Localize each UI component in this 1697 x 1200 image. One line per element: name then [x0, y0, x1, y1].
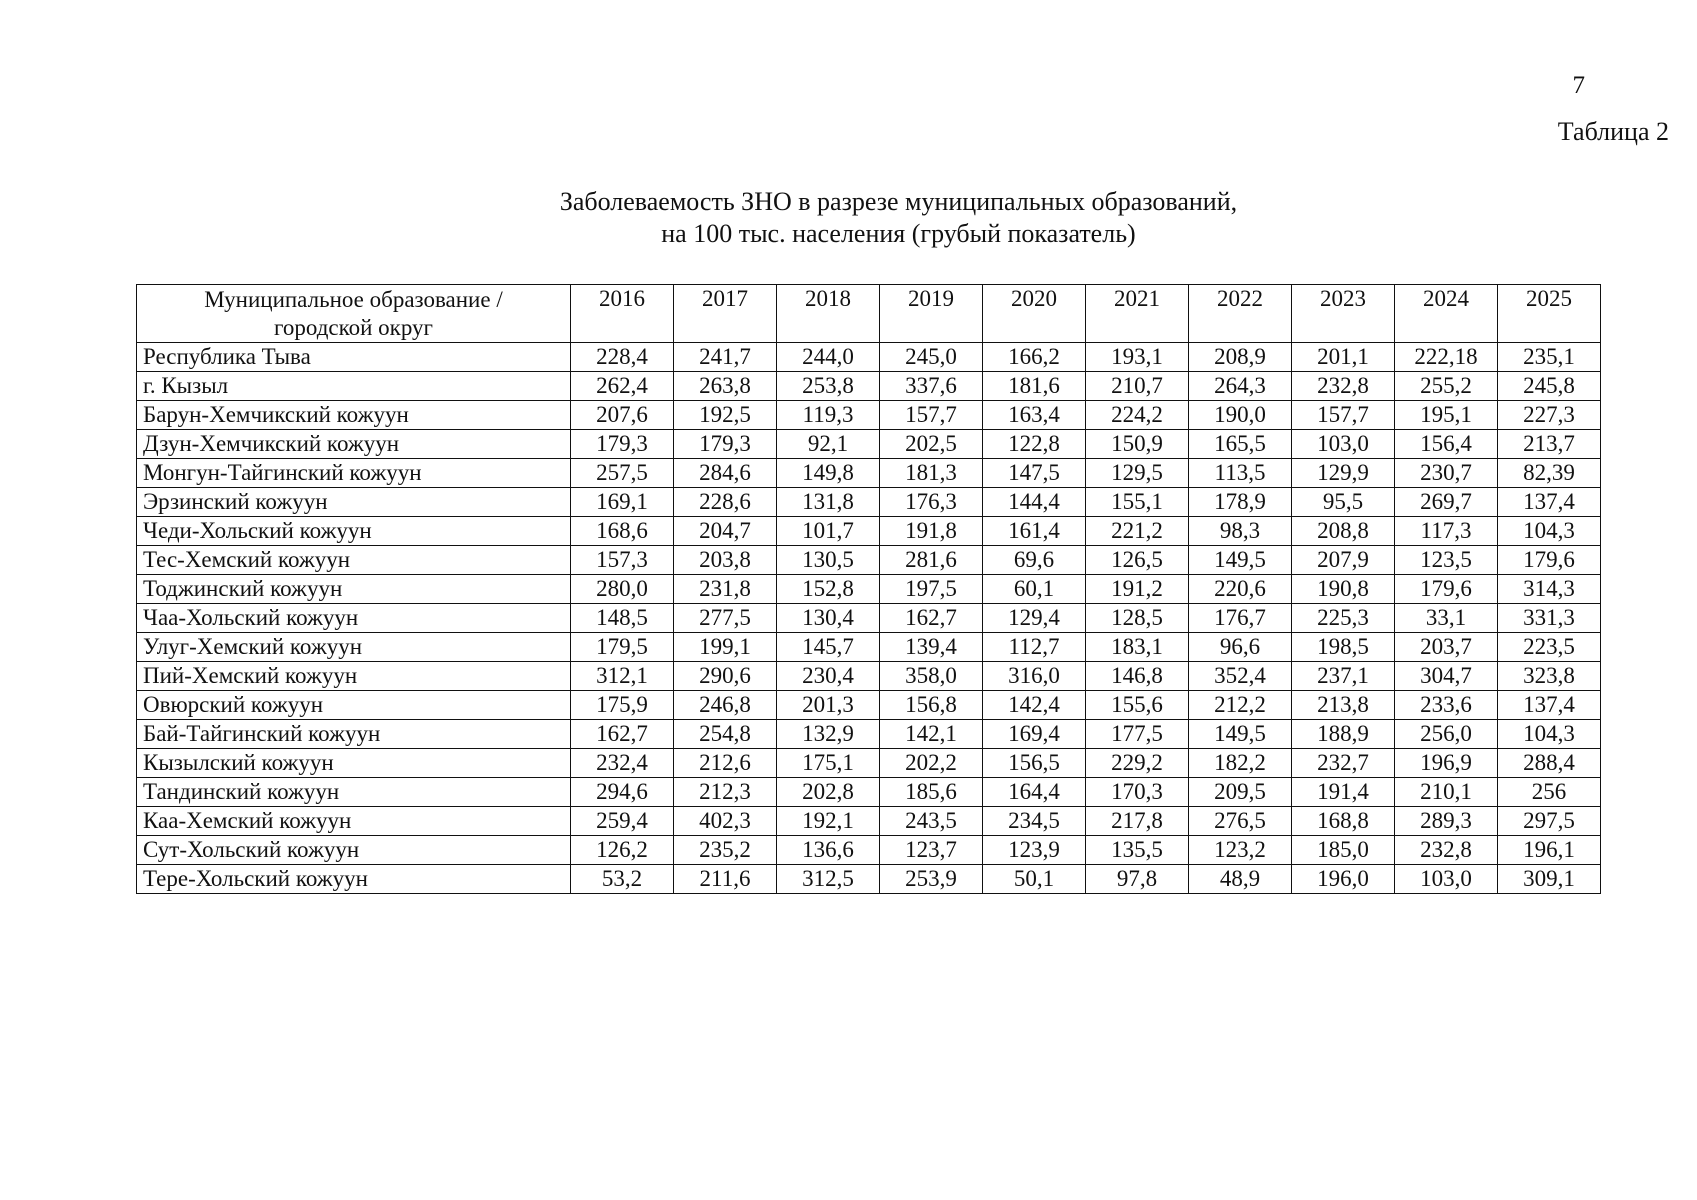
incidence-value: 82,39 — [1498, 459, 1601, 488]
incidence-value: 164,4 — [983, 778, 1086, 807]
incidence-value: 312,1 — [571, 662, 674, 691]
municipality-name: Пий-Хемский кожуун — [137, 662, 571, 691]
table-body — [137, 343, 1601, 894]
incidence-value: 232,8 — [1395, 836, 1498, 865]
table-row — [137, 430, 1601, 459]
table-label: Таблица 2 — [1557, 117, 1669, 146]
table-row — [137, 662, 1601, 691]
incidence-value: 243,5 — [880, 807, 983, 836]
incidence-value: 175,1 — [777, 749, 880, 778]
incidence-value: 176,3 — [880, 488, 983, 517]
incidence-value: 117,3 — [1395, 517, 1498, 546]
incidence-value: 289,3 — [1395, 807, 1498, 836]
table-row — [137, 836, 1601, 865]
incidence-value: 129,9 — [1292, 459, 1395, 488]
table-row — [137, 517, 1601, 546]
incidence-value: 53,2 — [571, 865, 674, 894]
incidence-value: 135,5 — [1086, 836, 1189, 865]
incidence-value: 263,8 — [674, 372, 777, 401]
incidence-value: 202,8 — [777, 778, 880, 807]
incidence-value: 196,9 — [1395, 749, 1498, 778]
incidence-value: 208,8 — [1292, 517, 1395, 546]
incidence-value: 195,1 — [1395, 401, 1498, 430]
incidence-value: 225,3 — [1292, 604, 1395, 633]
incidence-value: 192,5 — [674, 401, 777, 430]
incidence-value: 233,6 — [1395, 691, 1498, 720]
incidence-value: 288,4 — [1498, 749, 1601, 778]
incidence-value: 60,1 — [983, 575, 1086, 604]
incidence-value: 176,7 — [1189, 604, 1292, 633]
incidence-value: 126,2 — [571, 836, 674, 865]
header-year: 2019 — [880, 285, 983, 343]
incidence-value: 262,4 — [571, 372, 674, 401]
incidence-value: 203,7 — [1395, 633, 1498, 662]
incidence-value: 201,1 — [1292, 343, 1395, 372]
incidence-value: 157,7 — [1292, 401, 1395, 430]
incidence-value: 168,8 — [1292, 807, 1395, 836]
incidence-value: 331,3 — [1498, 604, 1601, 633]
incidence-value: 264,3 — [1189, 372, 1292, 401]
incidence-value: 254,8 — [674, 720, 777, 749]
header-year: 2018 — [777, 285, 880, 343]
incidence-value: 228,4 — [571, 343, 674, 372]
incidence-value: 235,1 — [1498, 343, 1601, 372]
table-row — [137, 633, 1601, 662]
incidence-value: 208,9 — [1189, 343, 1292, 372]
incidence-value: 230,4 — [777, 662, 880, 691]
header-year: 2022 — [1189, 285, 1292, 343]
incidence-value: 156,4 — [1395, 430, 1498, 459]
incidence-value: 235,2 — [674, 836, 777, 865]
incidence-value: 112,7 — [983, 633, 1086, 662]
incidence-value: 123,7 — [880, 836, 983, 865]
incidence-value: 221,2 — [1086, 517, 1189, 546]
municipality-name: г. Кызыл — [137, 372, 571, 401]
incidence-value: 203,8 — [674, 546, 777, 575]
incidence-value: 122,8 — [983, 430, 1086, 459]
incidence-value: 139,4 — [880, 633, 983, 662]
incidence-value: 156,5 — [983, 749, 1086, 778]
incidence-value: 294,6 — [571, 778, 674, 807]
table-header-row — [137, 285, 1601, 343]
incidence-value: 227,3 — [1498, 401, 1601, 430]
incidence-value: 165,5 — [1189, 430, 1292, 459]
incidence-value: 148,5 — [571, 604, 674, 633]
incidence-value: 281,6 — [880, 546, 983, 575]
incidence-value: 280,0 — [571, 575, 674, 604]
incidence-value: 137,4 — [1498, 691, 1601, 720]
incidence-value: 269,7 — [1395, 488, 1498, 517]
incidence-value: 304,7 — [1395, 662, 1498, 691]
incidence-value: 130,5 — [777, 546, 880, 575]
incidence-value: 193,1 — [1086, 343, 1189, 372]
incidence-value: 191,4 — [1292, 778, 1395, 807]
incidence-value: 123,9 — [983, 836, 1086, 865]
incidence-value: 245,0 — [880, 343, 983, 372]
incidence-value: 169,4 — [983, 720, 1086, 749]
table-row — [137, 575, 1601, 604]
incidence-value: 204,7 — [674, 517, 777, 546]
incidence-value: 155,1 — [1086, 488, 1189, 517]
table-title-line-1: Заболеваемость ЗНО в разрезе муниципальных образований, — [559, 187, 1238, 216]
incidence-value: 244,0 — [777, 343, 880, 372]
incidence-value: 256,0 — [1395, 720, 1498, 749]
incidence-value: 104,3 — [1498, 517, 1601, 546]
incidence-value: 33,1 — [1395, 604, 1498, 633]
incidence-value: 177,5 — [1086, 720, 1189, 749]
incidence-value: 253,9 — [880, 865, 983, 894]
incidence-value: 228,6 — [674, 488, 777, 517]
municipality-name: Дзун-Хемчикский кожуун — [137, 430, 571, 459]
table-row — [137, 401, 1601, 430]
table-row — [137, 488, 1601, 517]
incidence-value: 316,0 — [983, 662, 1086, 691]
incidence-value: 312,5 — [777, 865, 880, 894]
incidence-value: 183,1 — [1086, 633, 1189, 662]
incidence-value: 50,1 — [983, 865, 1086, 894]
incidence-value: 149,8 — [777, 459, 880, 488]
incidence-value: 207,9 — [1292, 546, 1395, 575]
incidence-value: 113,5 — [1189, 459, 1292, 488]
incidence-value: 96,6 — [1189, 633, 1292, 662]
incidence-value: 352,4 — [1189, 662, 1292, 691]
municipality-name: Тере-Хольский кожуун — [137, 865, 571, 894]
incidence-value: 123,5 — [1395, 546, 1498, 575]
incidence-value: 147,5 — [983, 459, 1086, 488]
incidence-value: 181,6 — [983, 372, 1086, 401]
municipality-name: Тоджинский кожуун — [137, 575, 571, 604]
incidence-value: 213,8 — [1292, 691, 1395, 720]
incidence-value: 155,6 — [1086, 691, 1189, 720]
incidence-value: 168,6 — [571, 517, 674, 546]
incidence-value: 284,6 — [674, 459, 777, 488]
municipality-name: Бай-Тайгинский кожуун — [137, 720, 571, 749]
table-row — [137, 343, 1601, 372]
incidence-value: 123,2 — [1189, 836, 1292, 865]
incidence-value: 212,2 — [1189, 691, 1292, 720]
incidence-value: 209,5 — [1189, 778, 1292, 807]
incidence-value: 132,9 — [777, 720, 880, 749]
incidence-value: 181,3 — [880, 459, 983, 488]
table-row — [137, 546, 1601, 575]
municipality-name: Каа-Хемский кожуун — [137, 807, 571, 836]
incidence-value: 104,3 — [1498, 720, 1601, 749]
incidence-value: 253,8 — [777, 372, 880, 401]
table-row — [137, 807, 1601, 836]
municipality-name: Овюрский кожуун — [137, 691, 571, 720]
table-row — [137, 720, 1601, 749]
incidence-value: 144,4 — [983, 488, 1086, 517]
incidence-value: 229,2 — [1086, 749, 1189, 778]
incidence-value: 178,9 — [1189, 488, 1292, 517]
municipality-name: Улуг-Хемский кожуун — [137, 633, 571, 662]
incidence-value: 69,6 — [983, 546, 1086, 575]
incidence-value: 211,6 — [674, 865, 777, 894]
incidence-value: 245,8 — [1498, 372, 1601, 401]
incidence-value: 192,1 — [777, 807, 880, 836]
incidence-value: 126,5 — [1086, 546, 1189, 575]
incidence-value: 130,4 — [777, 604, 880, 633]
table-row — [137, 604, 1601, 633]
incidence-value: 213,7 — [1498, 430, 1601, 459]
header-municipality-line-1: Муниципальное образование / — [204, 287, 503, 312]
municipality-name: Монгун-Тайгинский кожуун — [137, 459, 571, 488]
incidence-value: 179,6 — [1498, 546, 1601, 575]
incidence-value: 95,5 — [1292, 488, 1395, 517]
header-year: 2025 — [1498, 285, 1601, 343]
incidence-value: 146,8 — [1086, 662, 1189, 691]
incidence-value: 188,9 — [1292, 720, 1395, 749]
municipality-name: Кызылский кожуун — [137, 749, 571, 778]
incidence-value: 230,7 — [1395, 459, 1498, 488]
incidence-value: 290,6 — [674, 662, 777, 691]
table-row — [137, 691, 1601, 720]
incidence-value: 137,4 — [1498, 488, 1601, 517]
header-municipality-line-2: городской округ — [274, 315, 433, 340]
header-year: 2024 — [1395, 285, 1498, 343]
incidence-value: 142,1 — [880, 720, 983, 749]
incidence-value: 175,9 — [571, 691, 674, 720]
incidence-value: 237,1 — [1292, 662, 1395, 691]
incidence-value: 179,3 — [674, 430, 777, 459]
municipality-name: Чеди-Хольский кожуун — [137, 517, 571, 546]
incidence-value: 231,8 — [674, 575, 777, 604]
incidence-value: 103,0 — [1395, 865, 1498, 894]
incidence-value: 129,5 — [1086, 459, 1189, 488]
municipality-name: Эрзинский кожуун — [137, 488, 571, 517]
incidence-value: 156,8 — [880, 691, 983, 720]
municipality-name: Чаа-Хольский кожуун — [137, 604, 571, 633]
incidence-value: 131,8 — [777, 488, 880, 517]
table-row — [137, 372, 1601, 401]
incidence-value: 202,2 — [880, 749, 983, 778]
incidence-value: 255,2 — [1395, 372, 1498, 401]
incidence-value: 232,4 — [571, 749, 674, 778]
incidence-value: 402,3 — [674, 807, 777, 836]
incidence-value: 157,7 — [880, 401, 983, 430]
incidence-value: 201,3 — [777, 691, 880, 720]
incidence-value: 196,0 — [1292, 865, 1395, 894]
header-year: 2017 — [674, 285, 777, 343]
incidence-value: 337,6 — [880, 372, 983, 401]
incidence-value: 297,5 — [1498, 807, 1601, 836]
incidence-value: 98,3 — [1189, 517, 1292, 546]
incidence-value: 257,5 — [571, 459, 674, 488]
incidence-value: 129,4 — [983, 604, 1086, 633]
incidence-value: 101,7 — [777, 517, 880, 546]
incidence-value: 259,4 — [571, 807, 674, 836]
incidence-value: 217,8 — [1086, 807, 1189, 836]
incidence-value: 246,8 — [674, 691, 777, 720]
header-year: 2016 — [571, 285, 674, 343]
incidence-value: 142,4 — [983, 691, 1086, 720]
page-number: 7 — [1572, 72, 1585, 99]
incidence-value: 197,5 — [880, 575, 983, 604]
incidence-value: 358,0 — [880, 662, 983, 691]
incidence-value: 149,5 — [1189, 720, 1292, 749]
incidence-value: 207,6 — [571, 401, 674, 430]
incidence-value: 170,3 — [1086, 778, 1189, 807]
incidence-value: 169,1 — [571, 488, 674, 517]
incidence-value: 212,6 — [674, 749, 777, 778]
incidence-value: 191,2 — [1086, 575, 1189, 604]
incidence-value: 157,3 — [571, 546, 674, 575]
incidence-value: 179,6 — [1395, 575, 1498, 604]
incidence-value: 103,0 — [1292, 430, 1395, 459]
incidence-value: 162,7 — [880, 604, 983, 633]
incidence-value: 182,2 — [1189, 749, 1292, 778]
incidence-value: 199,1 — [674, 633, 777, 662]
incidence-value: 92,1 — [777, 430, 880, 459]
incidence-value: 161,4 — [983, 517, 1086, 546]
incidence-value: 223,5 — [1498, 633, 1601, 662]
incidence-value: 232,7 — [1292, 749, 1395, 778]
incidence-value: 276,5 — [1189, 807, 1292, 836]
incidence-value: 191,8 — [880, 517, 983, 546]
incidence-value: 119,3 — [777, 401, 880, 430]
incidence-value: 241,7 — [674, 343, 777, 372]
incidence-value: 145,7 — [777, 633, 880, 662]
incidence-value: 277,5 — [674, 604, 777, 633]
incidence-value: 185,6 — [880, 778, 983, 807]
incidence-value: 136,6 — [777, 836, 880, 865]
incidence-value: 256 — [1498, 778, 1601, 807]
municipality-name: Барун-Хемчикский кожуун — [137, 401, 571, 430]
incidence-value: 150,9 — [1086, 430, 1189, 459]
incidence-value: 149,5 — [1189, 546, 1292, 575]
incidence-table — [136, 284, 1601, 894]
header-municipality — [137, 285, 571, 343]
incidence-value: 314,3 — [1498, 575, 1601, 604]
incidence-value: 212,3 — [674, 778, 777, 807]
table-row — [137, 749, 1601, 778]
municipality-name: Тес-Хемский кожуун — [137, 546, 571, 575]
incidence-value: 179,5 — [571, 633, 674, 662]
incidence-value: 202,5 — [880, 430, 983, 459]
incidence-value: 152,8 — [777, 575, 880, 604]
incidence-value: 97,8 — [1086, 865, 1189, 894]
incidence-value: 220,6 — [1189, 575, 1292, 604]
incidence-value: 323,8 — [1498, 662, 1601, 691]
incidence-value: 166,2 — [983, 343, 1086, 372]
incidence-value: 185,0 — [1292, 836, 1395, 865]
incidence-value: 224,2 — [1086, 401, 1189, 430]
incidence-value: 190,0 — [1189, 401, 1292, 430]
incidence-value: 232,8 — [1292, 372, 1395, 401]
municipality-name: Тандинский кожуун — [137, 778, 571, 807]
municipality-name: Республика Тыва — [137, 343, 571, 372]
header-year: 2021 — [1086, 285, 1189, 343]
incidence-value: 128,5 — [1086, 604, 1189, 633]
table-row — [137, 865, 1601, 894]
incidence-value: 190,8 — [1292, 575, 1395, 604]
table-title — [0, 186, 1697, 250]
incidence-value: 162,7 — [571, 720, 674, 749]
table-row — [137, 778, 1601, 807]
incidence-value: 309,1 — [1498, 865, 1601, 894]
incidence-value: 210,7 — [1086, 372, 1189, 401]
incidence-value: 196,1 — [1498, 836, 1601, 865]
table-row — [137, 459, 1601, 488]
incidence-value: 198,5 — [1292, 633, 1395, 662]
incidence-value: 210,1 — [1395, 778, 1498, 807]
incidence-value: 48,9 — [1189, 865, 1292, 894]
header-year: 2020 — [983, 285, 1086, 343]
header-year: 2023 — [1292, 285, 1395, 343]
incidence-value: 179,3 — [571, 430, 674, 459]
incidence-value: 163,4 — [983, 401, 1086, 430]
incidence-value: 222,18 — [1395, 343, 1498, 372]
municipality-name: Сут-Хольский кожуун — [137, 836, 571, 865]
table-title-line-2: на 100 тыс. населения (грубый показатель) — [661, 219, 1136, 248]
incidence-value: 234,5 — [983, 807, 1086, 836]
